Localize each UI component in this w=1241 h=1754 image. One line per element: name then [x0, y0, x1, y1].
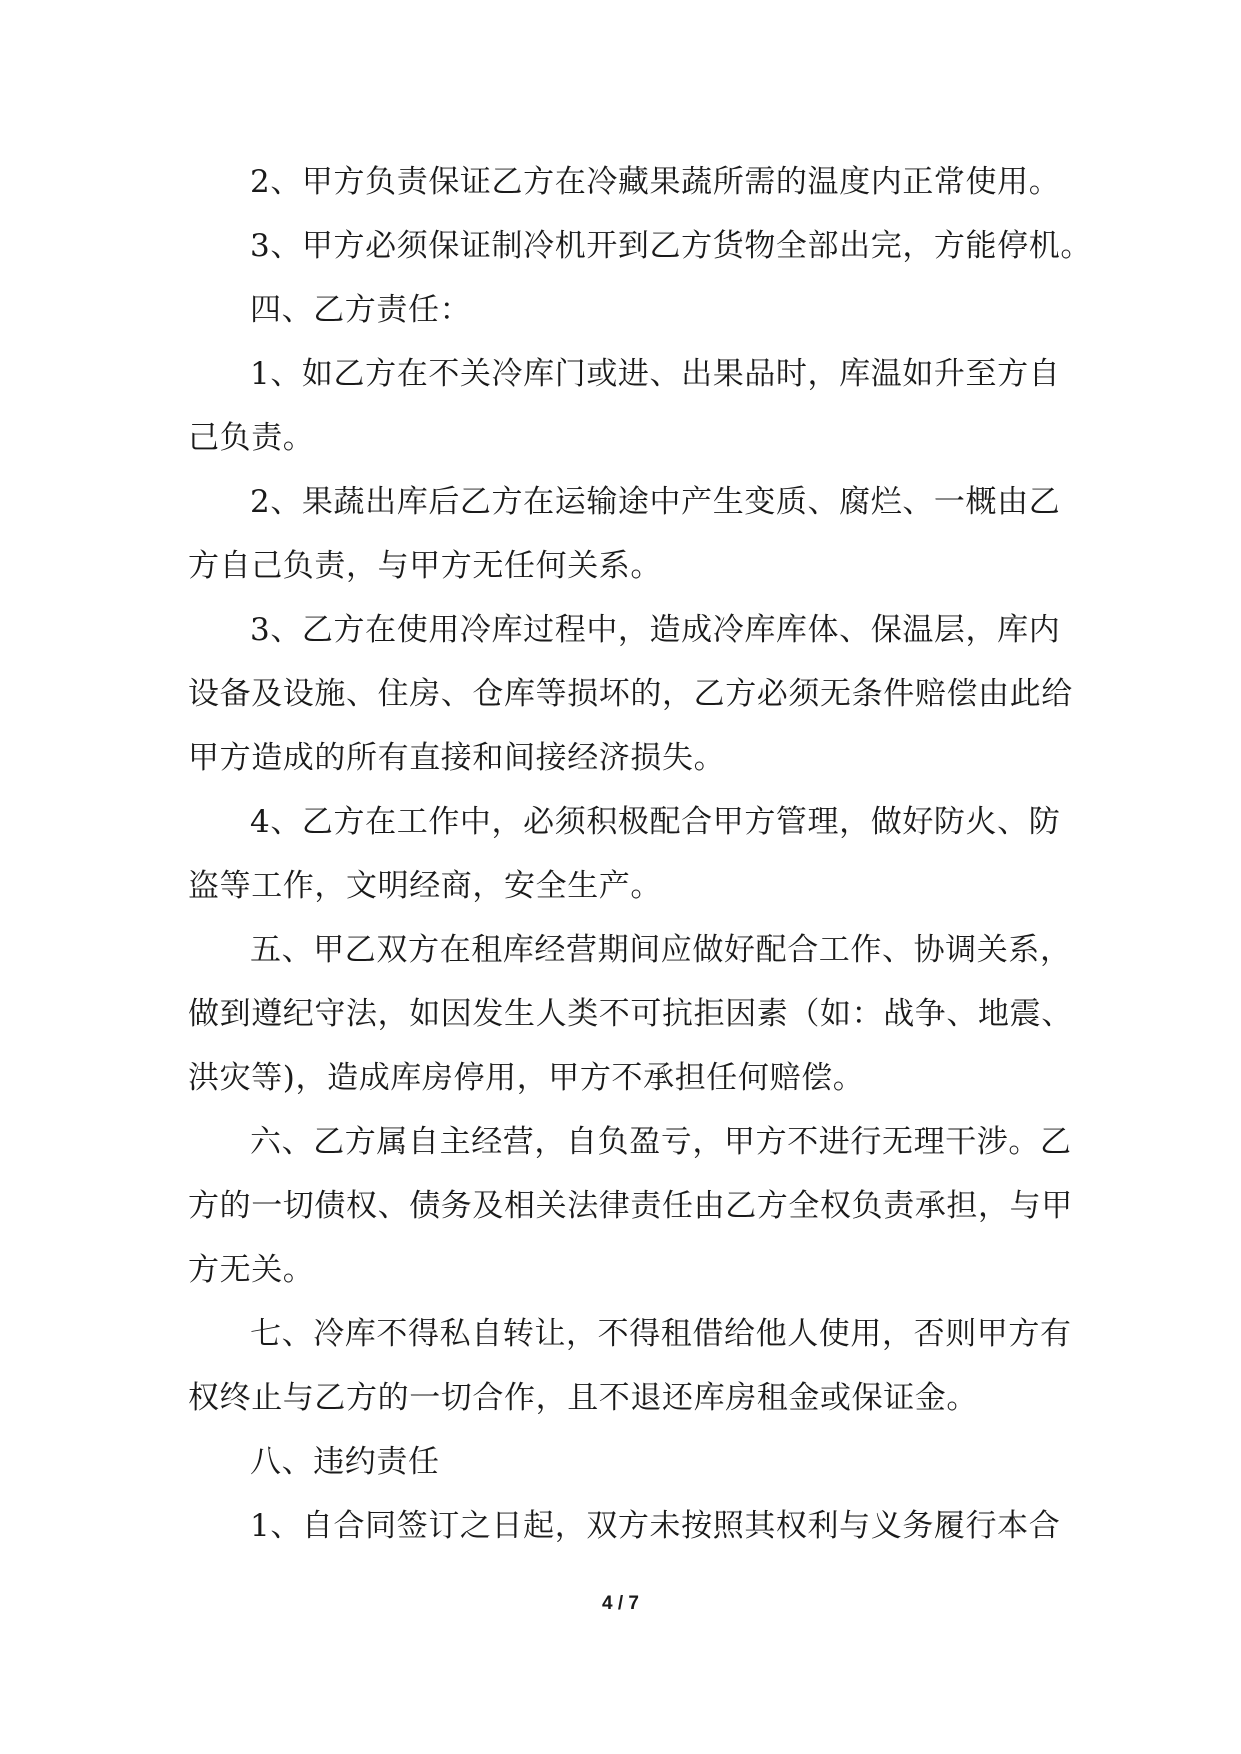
text-line: 五、甲乙双方在租库经营期间应做好配合工作、协调关系， [250, 932, 1072, 968]
text-line: 己负责。 [188, 420, 315, 456]
text-line: 1、如乙方在不关冷库门或进、出果品时，库温如升至方自 [250, 356, 1061, 392]
text-line: 1、自合同签订之日起，双方未按照其权利与义务履行本合 [250, 1508, 1061, 1544]
text-line: 八、违约责任 [250, 1444, 440, 1480]
text-line: 洪灾等)，造成库房停用，甲方不承担任何赔偿。 [188, 1060, 865, 1096]
text-line: 做到遵纪守法，如因发生人类不可抗拒因素（如：战争、地震、 [188, 996, 1073, 1032]
document-body [188, 150, 1092, 1558]
text-line: 方自己负责，与甲方无任何关系。 [188, 548, 662, 584]
text-line: 甲方造成的所有直接和间接经济损失。 [188, 740, 726, 776]
text-line: 3、乙方在使用冷库过程中，造成冷库库体、保温层，库内 [250, 612, 1061, 648]
text-line: 盗等工作，文明经商，安全生产。 [188, 868, 662, 904]
text-line: 方无关。 [188, 1252, 315, 1288]
page-number: 4 / 7 [602, 1593, 639, 1614]
text-line: 方的一切债权、债务及相关法律责任由乙方全权负责承担，与甲 [188, 1188, 1073, 1224]
text-line: 四、乙方责任： [250, 292, 472, 328]
text-line: 六、乙方属自主经营，自负盈亏，甲方不进行无理干涉。乙 [250, 1124, 1072, 1160]
text-line: 设备及设施、住房、仓库等损坏的，乙方必须无条件赔偿由此给 [188, 676, 1073, 712]
text-line: 权终止与乙方的一切合作，且不退还库房租金或保证金。 [188, 1380, 978, 1416]
text-line: 3、甲方必须保证制冷机开到乙方货物全部出完，方能停机。 [250, 228, 1092, 264]
text-line: 2、果蔬出库后乙方在运输途中产生变质、腐烂、一概由乙 [250, 484, 1061, 520]
text-line: 4、乙方在工作中，必须积极配合甲方管理，做好防火、防 [250, 804, 1061, 840]
text-line: 2、甲方负责保证乙方在冷藏果蔬所需的温度内正常使用。 [250, 164, 1061, 200]
text-line: 七、冷库不得私自转让，不得租借给他人使用，否则甲方有 [250, 1316, 1072, 1352]
